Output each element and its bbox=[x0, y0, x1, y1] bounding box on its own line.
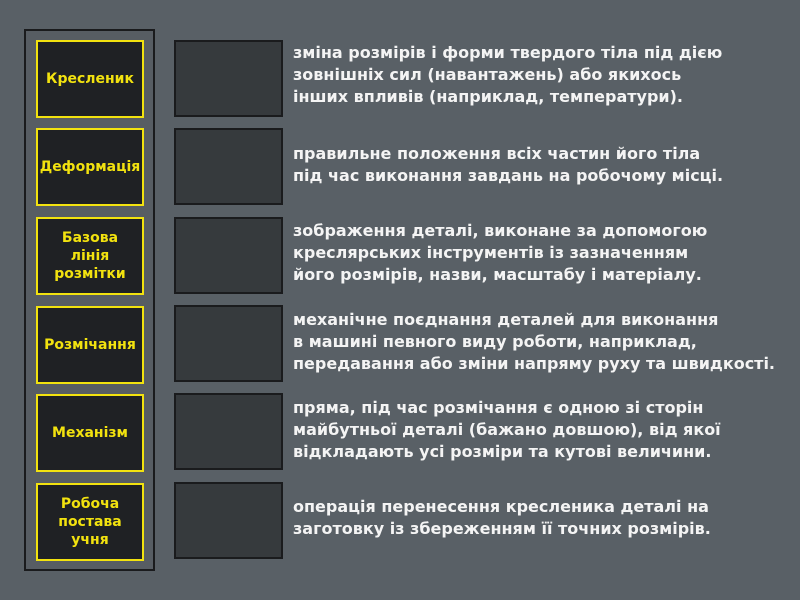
drop-slot-3[interactable] bbox=[174, 217, 283, 294]
drop-slot-5[interactable] bbox=[174, 393, 283, 470]
definition-5: пряма, під час розмічання є одною зі сторін майбутньої деталі (бажано довшою), від якої відкладають усі розміри та кутові величини. bbox=[293, 398, 721, 461]
word-bank bbox=[24, 29, 155, 571]
definition-3: зображення деталі, виконане за допомогою креслярських інструментів із зазначенням його розмірів, назви, масштабу і матеріалу. bbox=[293, 221, 708, 284]
tile-bazova-liniia[interactable]: Базова лінія розмітки bbox=[36, 217, 144, 295]
definition-4: механічне поєднання деталей для виконання в машині певного виду роботи, наприклад, передавання або зміни напряму руху та швидкості. bbox=[293, 310, 776, 373]
drop-slot-4[interactable] bbox=[174, 305, 283, 382]
tile-rozmichannia[interactable]: Розмічання bbox=[36, 306, 144, 384]
drop-slot-6[interactable] bbox=[174, 482, 283, 559]
definition-6: операція перенесення кресленика деталі на заготовку із збереженням її точних розмірів. bbox=[293, 497, 711, 538]
definition-2: правильне положення всіх частин його тіла під час виконання завдань на робочому місці. bbox=[293, 144, 724, 185]
definition-1: зміна розмірів і форми твердого тіла під дією зовнішніх сил (навантажень) або якихось інших впливів (наприклад, температури). bbox=[293, 43, 723, 106]
drop-slot-1[interactable] bbox=[174, 40, 283, 117]
tile-mekhanizm[interactable]: Механізм bbox=[36, 394, 144, 472]
drop-slot-2[interactable] bbox=[174, 128, 283, 205]
tile-robocha-postava[interactable]: Робоча постава учня bbox=[36, 483, 144, 561]
tile-kreslenyk[interactable]: Кресленик bbox=[36, 40, 144, 118]
tile-deformatsiia[interactable]: Деформація bbox=[36, 128, 144, 206]
